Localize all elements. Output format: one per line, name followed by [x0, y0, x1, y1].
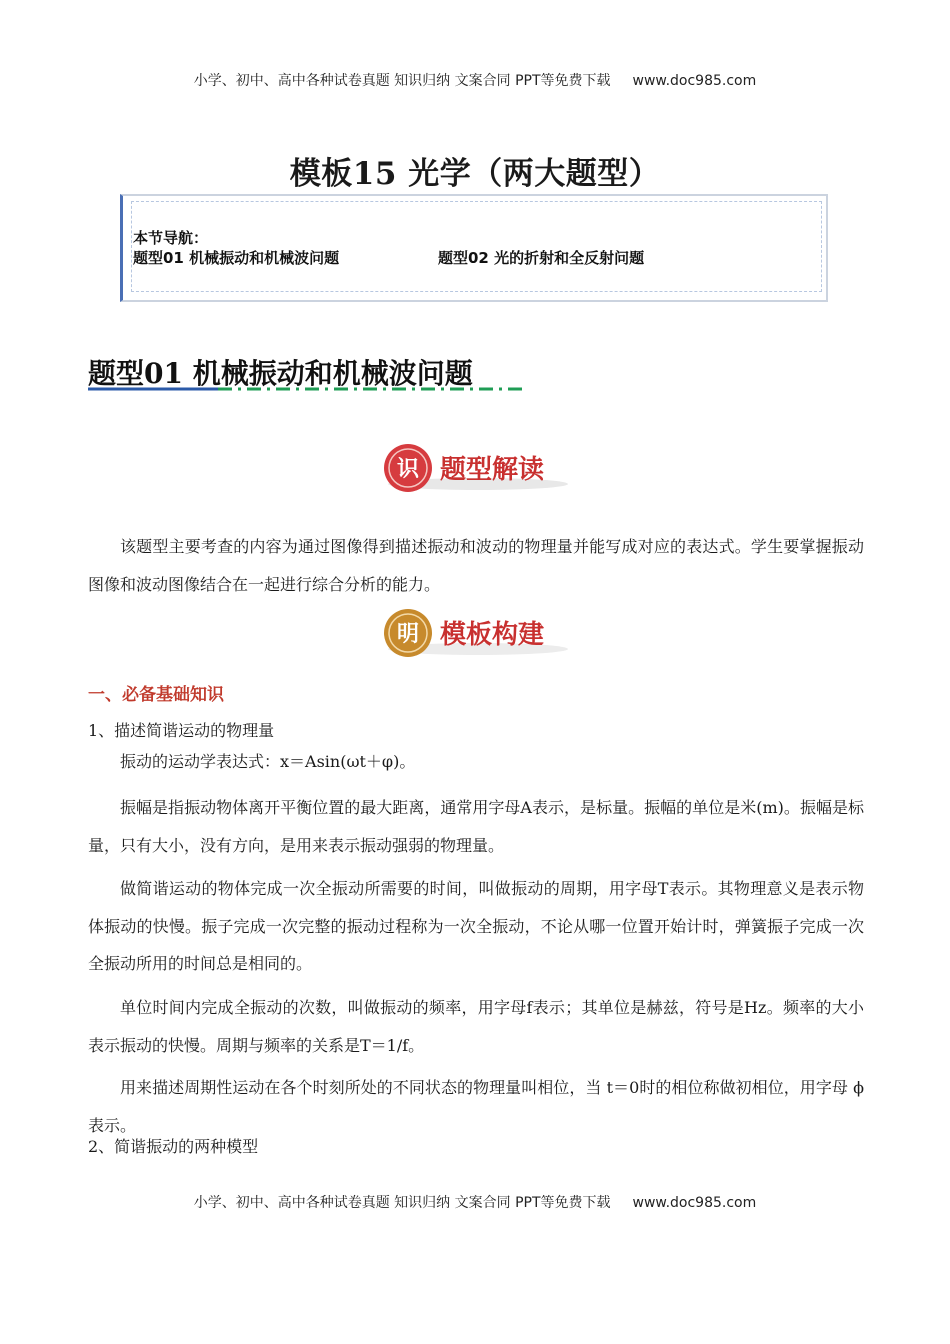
badge-read-text: 题型解读: [440, 455, 545, 485]
nav-label: 本节导航：: [133, 229, 209, 247]
footer-text: 小学、初中、高中各种试卷真题 知识归纳 文案合同 PPT等免费下载: [193, 1195, 611, 1211]
phase-paragraph: 用来描述周期性运动在各个时刻所处的不同状态的物理量叫相位，当 t＝0时的相位称做初相位，用字母 ϕ 表示。: [88, 1078, 864, 1135]
frequency-paragraph: 单位时间内完成全振动的次数，叫做振动的频率，用字母f表示；其单位是赫兹，符号是Hz。频率的大小表示振动的快慢。周期与频率的关系是T＝1/f。: [88, 998, 864, 1055]
badge-template-build: [380, 605, 570, 661]
footer-site[interactable]: www.doc985.com: [632, 1195, 757, 1211]
period-paragraph: 做简谐运动的物体完成一次全振动所需要的时间，叫做振动的周期，用字母T表示。其物理意义是表示物体振动的快慢。振子完成一次完整的振动过程称为一次全振动，不论从哪一位置开始计时，弹簧振子完成一次全振动所用的时间总是相同的。: [88, 879, 864, 973]
heading-underline-decoration: [88, 385, 528, 393]
formula-paragraph: 振动的运动学表达式：x＝Asin(ωt＋φ)。: [120, 752, 416, 771]
subheading-basic-knowledge: 一、必备基础知识: [88, 685, 224, 705]
nav-topic-2[interactable]: 题型02 光的折射和全反射问题: [438, 249, 645, 267]
intro-paragraph: 该题型主要考查的内容为通过图像得到描述振动和波动的物理量并能写成对应的表达式。学生要掌握振动图像和波动图像结合在一起进行综合分析的能力。: [88, 537, 864, 594]
section-heading: 题型01 机械振动和机械波问题: [88, 357, 473, 390]
header-site[interactable]: www.doc985.com: [632, 73, 757, 89]
header-text: 小学、初中、高中各种试卷真题 知识归纳 文案合同 PPT等免费下载: [193, 73, 611, 89]
nav-topic-1[interactable]: 题型01 机械振动和机械波问题: [133, 249, 340, 267]
badge-build-icon-char: 明: [396, 621, 420, 647]
badge-topic-reading: [380, 440, 570, 496]
badge-build-text: 模板构建: [440, 620, 545, 650]
list-item-2: 2、简谐振动的两种模型: [88, 1137, 259, 1156]
section-nav-box: [120, 194, 828, 302]
amplitude-paragraph: 振幅是指振动物体离开平衡位置的最大距离，通常用字母A表示，是标量。振幅的单位是米(m)。振幅是标量，只有大小，没有方向，是用来表示振动强弱的物理量。: [88, 798, 864, 855]
list-item-1: 1、描述简谐运动的物理量: [88, 721, 275, 740]
page-header: [0, 70, 950, 90]
page-title: 模板15 光学（两大题型）: [289, 156, 661, 192]
badge-read-icon-char: 识: [396, 456, 420, 482]
page-footer: [0, 1192, 950, 1212]
